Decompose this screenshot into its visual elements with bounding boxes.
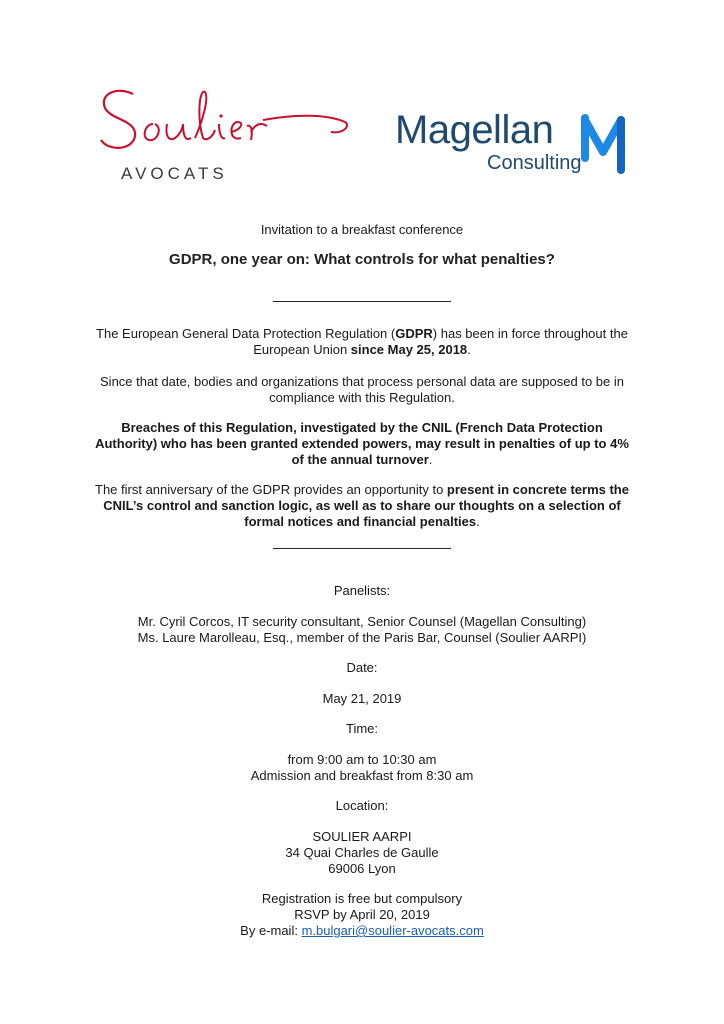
p3-line-1: Breaches of this Regulation, investigated by the CNIL (French Data Protection bbox=[121, 420, 603, 435]
p4-line-2: CNIL’s control and sanction logic, as well as to share our thoughts on a selection of bbox=[103, 498, 621, 513]
location-label: Location: bbox=[335, 798, 389, 813]
soulier-script-logo bbox=[95, 80, 355, 160]
p3-line-3-end: . bbox=[428, 452, 433, 467]
email-line bbox=[60, 923, 664, 939]
registration-line-1: Registration is free but compulsory bbox=[261, 891, 463, 906]
time-label: Time: bbox=[345, 721, 379, 736]
conference-title: GDPR, one year on: What controls for what penalties? bbox=[169, 251, 555, 268]
p1-text-a: The European General Data Protection Regulation ( bbox=[96, 326, 396, 341]
paragraph-compliance bbox=[60, 374, 664, 406]
p4-line-3: formal notices and financial penalties bbox=[244, 514, 477, 529]
p4-line-1a: The first anniversary of the GDPR provides an opportunity to bbox=[95, 482, 447, 497]
paragraph-breaches bbox=[60, 420, 664, 468]
p3-line-3: of the annual turnover bbox=[291, 452, 429, 467]
registration-line-2: RSVP by April 20, 2019 bbox=[294, 907, 430, 922]
intro-line: Invitation to a breakfast conference bbox=[260, 222, 464, 237]
panelists-label: Panelists: bbox=[333, 583, 391, 598]
soulier-avocats-subtitle: AVOCATS bbox=[121, 164, 228, 183]
email-prefix: By e-mail: bbox=[240, 923, 302, 938]
p2-line-1: Since that date, bodies and organizations that process personal data are supposed to be in bbox=[100, 374, 624, 389]
date-label: Date: bbox=[346, 660, 378, 675]
location-line-2: 34 Quai Charles de Gaulle bbox=[285, 845, 439, 860]
p3-line-2: Authority) who has been granted extended powers, may result in penalties of up to 4% bbox=[95, 436, 629, 451]
panelist-2: Ms. Laure Marolleau, Esq., member of the Paris Bar, Counsel (Soulier AARPI) bbox=[137, 630, 587, 645]
divider-top bbox=[273, 301, 451, 302]
email-link[interactable]: m.bulgari@soulier-avocats.com bbox=[301, 923, 484, 938]
p1-date-bold: since May 25, 2018 bbox=[350, 342, 468, 357]
magellan-wordmark: Magellan bbox=[395, 108, 554, 152]
consulting-wordmark: Consulting bbox=[487, 152, 582, 174]
divider-bottom bbox=[273, 548, 451, 549]
logos-header bbox=[0, 0, 724, 200]
soulier-avocats-logo bbox=[95, 80, 355, 190]
p2-line-2: compliance with this Regulation. bbox=[269, 390, 455, 405]
paragraph-gdpr-in-force bbox=[60, 326, 664, 358]
magellan-consulting-logo bbox=[395, 108, 635, 180]
p1-text-f: . bbox=[467, 342, 471, 357]
p1-text-d: European Union bbox=[253, 342, 351, 357]
time-value-1: from 9:00 am to 10:30 am bbox=[287, 752, 437, 767]
p4-line-3-end: . bbox=[476, 514, 480, 529]
p1-gdpr-bold: GDPR bbox=[395, 326, 433, 341]
p4-line-1b: present in concrete terms the bbox=[446, 482, 629, 497]
p1-text-c: ) has been in force throughout the bbox=[432, 326, 628, 341]
date-value: May 21, 2019 bbox=[322, 691, 402, 706]
magellan-m-icon bbox=[579, 112, 631, 176]
paragraph-anniversary bbox=[60, 482, 664, 530]
location-line-1: SOULIER AARPI bbox=[312, 829, 412, 844]
panelist-1: Mr. Cyril Corcos, IT security consultant, Senior Counsel (Magellan Consulting) bbox=[137, 614, 587, 629]
time-value-2: Admission and breakfast from 8:30 am bbox=[250, 768, 474, 783]
location-line-3: 69006 Lyon bbox=[328, 861, 396, 876]
